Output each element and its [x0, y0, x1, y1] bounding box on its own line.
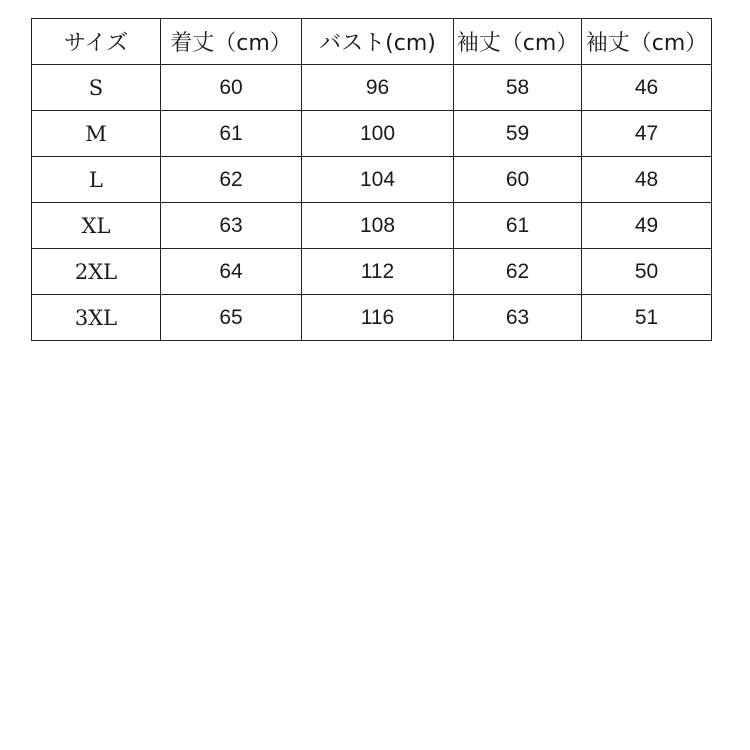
cell-bust: 112 — [302, 249, 454, 295]
table-row — [32, 295, 712, 341]
cell-sleeve-1: 61 — [454, 203, 582, 249]
cell-length: 65 — [161, 295, 302, 341]
header-sleeve-2: 袖丈（cm） — [582, 19, 712, 65]
cell-bust: 108 — [302, 203, 454, 249]
cell-sleeve-1: 62 — [454, 249, 582, 295]
cell-bust: 96 — [302, 65, 454, 111]
cell-length: 61 — [161, 111, 302, 157]
cell-length: 64 — [161, 249, 302, 295]
table-row — [32, 157, 712, 203]
cell-size: XL — [32, 203, 161, 249]
header-length: 着丈（cm） — [161, 19, 302, 65]
cell-size: S — [32, 65, 161, 111]
cell-sleeve-2: 50 — [582, 249, 712, 295]
cell-bust: 100 — [302, 111, 454, 157]
table-row — [32, 203, 712, 249]
cell-length: 60 — [161, 65, 302, 111]
cell-sleeve-2: 46 — [582, 65, 712, 111]
cell-size: M — [32, 111, 161, 157]
cell-length: 63 — [161, 203, 302, 249]
cell-bust: 104 — [302, 157, 454, 203]
cell-bust: 116 — [302, 295, 454, 341]
table-header-row — [32, 19, 712, 65]
header-bust: バスト(cm) — [302, 19, 454, 65]
cell-sleeve-2: 51 — [582, 295, 712, 341]
cell-sleeve-2: 47 — [582, 111, 712, 157]
cell-size: 2XL — [32, 249, 161, 295]
size-chart-table — [31, 18, 712, 341]
cell-sleeve-1: 59 — [454, 111, 582, 157]
cell-size: 3XL — [32, 295, 161, 341]
cell-sleeve-1: 60 — [454, 157, 582, 203]
table-row — [32, 249, 712, 295]
cell-size: L — [32, 157, 161, 203]
cell-length: 62 — [161, 157, 302, 203]
cell-sleeve-1: 58 — [454, 65, 582, 111]
cell-sleeve-2: 49 — [582, 203, 712, 249]
header-sleeve-1: 袖丈（cm） — [454, 19, 582, 65]
cell-sleeve-1: 63 — [454, 295, 582, 341]
table-row — [32, 111, 712, 157]
header-size: サイズ — [32, 19, 161, 65]
table-row — [32, 65, 712, 111]
cell-sleeve-2: 48 — [582, 157, 712, 203]
